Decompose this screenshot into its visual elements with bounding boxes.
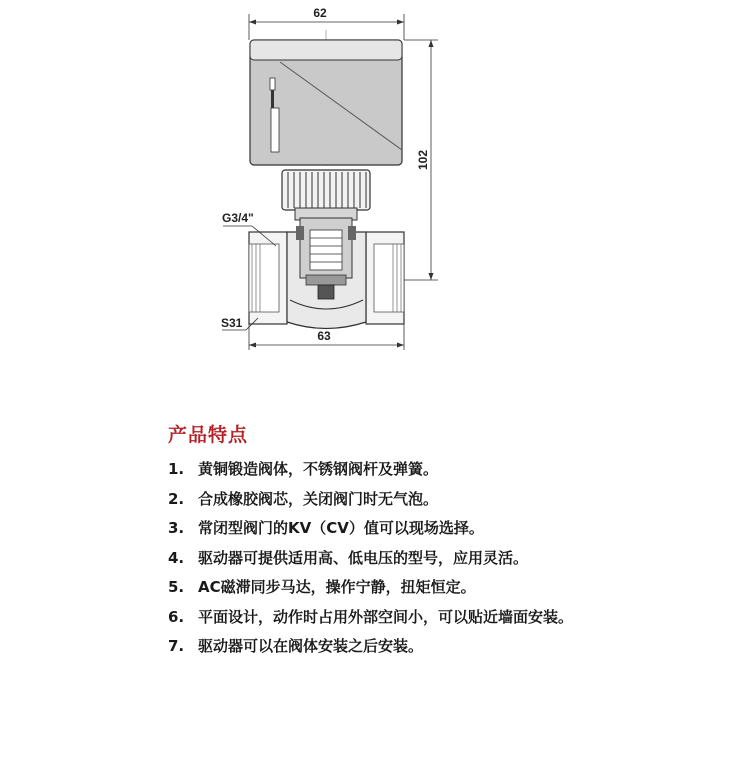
feature-item <box>168 573 708 603</box>
feature-text: 驱动器可以在阀体安装之后安装。 <box>198 637 424 655</box>
feature-text: 常闭型阀门的KV（CV）值可以现场选择。 <box>198 519 484 537</box>
feature-text: AC磁滞同步马达，操作宁静，扭矩恒定。 <box>198 578 476 596</box>
feature-text: 平面设计，动作时占用外部空间小，可以贴近墙面安装。 <box>198 607 574 626</box>
thread-label: G3/4" <box>222 211 254 225</box>
feature-text: 黄铜锻造阀体，不锈钢阀杆及弹簧。 <box>198 460 439 478</box>
feature-item <box>168 485 708 515</box>
feature-item <box>168 632 708 662</box>
feature-number: 6. <box>168 607 185 626</box>
dim-label-top-width: 62 <box>313 6 327 20</box>
dimension-top-width <box>249 6 404 40</box>
feature-number: 7. <box>168 637 185 655</box>
feature-item <box>168 455 708 485</box>
feature-text: 驱动器可提供适用高、低电压的型号，应用灵活。 <box>198 548 529 567</box>
feature-item <box>168 544 708 574</box>
feature-item <box>168 514 708 544</box>
dimension-height <box>404 40 438 280</box>
dim-label-bottom-width: 63 <box>317 329 331 343</box>
features-title: 产品特点 <box>168 424 249 446</box>
knurled-nut <box>282 170 370 220</box>
feature-number: 3. <box>168 519 185 537</box>
features-section <box>168 420 708 662</box>
valve-body <box>249 218 404 329</box>
feature-text: 合成橡胶阀芯，关闭阀门时无气泡。 <box>198 489 439 508</box>
dim-label-height: 102 <box>416 149 430 171</box>
feature-number: 1. <box>168 460 185 478</box>
material-label: S31 <box>221 316 243 330</box>
feature-number: 2. <box>168 489 185 508</box>
feature-number: 5. <box>168 578 185 596</box>
feature-number: 4. <box>168 548 185 567</box>
feature-item <box>168 603 708 633</box>
features-list <box>168 455 708 662</box>
